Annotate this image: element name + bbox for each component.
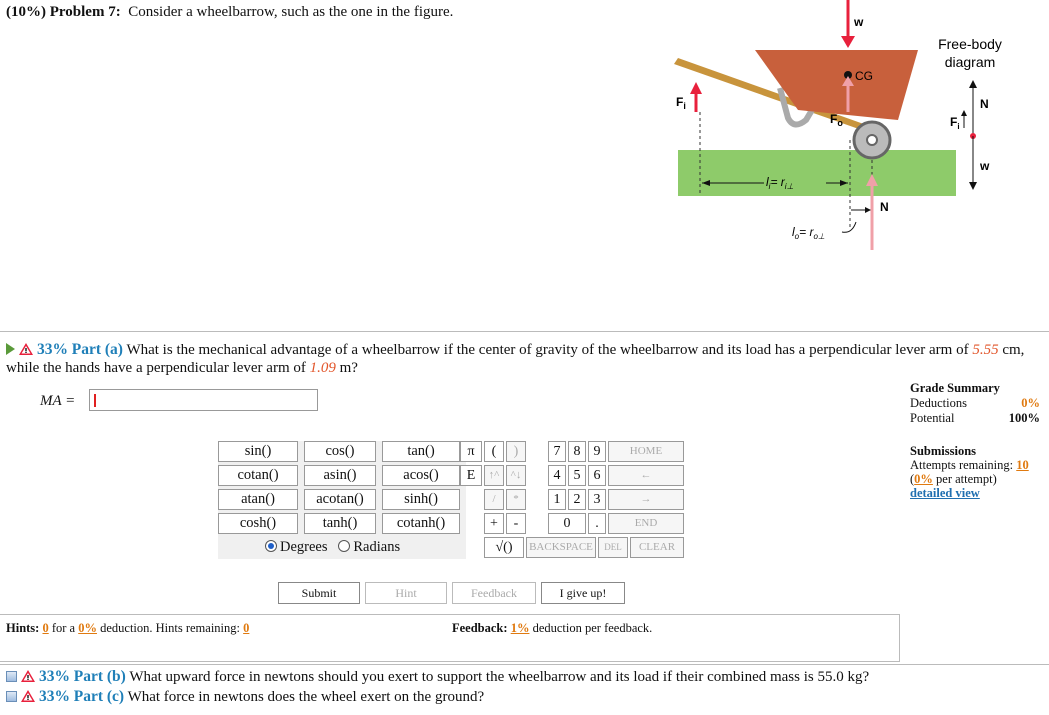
feedback-text: deduction per feedback. <box>532 621 653 635</box>
fbd-caption-line2: diagram <box>944 54 996 70</box>
hints-line <box>6 621 249 636</box>
problem-header <box>6 4 453 21</box>
tanh-button[interactable]: tanh() <box>304 513 376 534</box>
part-b-label: Part (b) <box>73 668 126 685</box>
per-attempt-value: 0% <box>914 472 933 486</box>
submissions-panel: Submissions Attempts remaining: 10 (0% per attempt) detailed view <box>910 444 1045 500</box>
deductions-label: Deductions <box>910 396 967 410</box>
part-a-val1: 5.55 <box>972 342 999 358</box>
end-key[interactable]: END <box>608 513 684 534</box>
fbd-fi-label: $F_i$ <box>950 115 960 131</box>
cotan-button[interactable]: cotan() <box>218 465 298 486</box>
problem-weight: (10%) <box>6 4 46 20</box>
fbd-caption-line1: Free-body <box>938 36 1002 52</box>
lparen-key[interactable]: ( <box>484 441 504 462</box>
part-a-text1: What is the mechanical advantage of a wheelbarrow if the center of gravity of the wheelbarrow and its load has a perpendicular lever arm of <box>126 342 969 358</box>
per-attempt-label: per attempt) <box>936 472 997 486</box>
hint-button[interactable]: Hint <box>365 582 447 604</box>
multiply-key[interactable]: * <box>506 489 526 510</box>
feedback-percent: 1% <box>510 621 530 635</box>
part-a-text3: m? <box>339 360 358 376</box>
part-c-percent: 33% <box>39 688 70 705</box>
grade-summary-title: Grade Summary <box>910 381 1000 395</box>
hints-remaining: 0 <box>243 621 250 635</box>
part-b-text: What upward force in newtons should you exert to support the wheelbarrow and its load if their combined mass is 55.0 kg? <box>129 669 870 685</box>
feedback-button[interactable]: Feedback <box>452 582 536 604</box>
fbd-n-label: N <box>980 97 989 111</box>
up-key[interactable]: ↑^ <box>484 465 504 486</box>
key-3[interactable]: 3 <box>588 489 606 510</box>
key-2[interactable]: 2 <box>568 489 586 510</box>
grade-summary <box>910 381 1040 426</box>
rparen-key[interactable]: ) <box>506 441 526 462</box>
hints-label: Hints: <box>6 621 40 635</box>
ma-label: MA = <box>40 393 76 409</box>
dot-key[interactable]: . <box>588 513 606 534</box>
part-a-percent: 33% <box>37 341 68 358</box>
part-a-val2: 1.09 <box>309 360 336 376</box>
part-c-question[interactable] <box>6 688 484 706</box>
potential-label: Potential <box>910 411 955 425</box>
minus-key[interactable]: - <box>506 513 526 534</box>
key-6[interactable]: 6 <box>588 465 606 486</box>
sinh-button[interactable]: sinh() <box>382 489 460 510</box>
sqrt-key[interactable]: √() <box>484 537 524 558</box>
potential-value: 100% <box>1008 411 1040 425</box>
submit-button[interactable]: Submit <box>278 582 360 604</box>
divider <box>0 331 1049 332</box>
feedback-line <box>452 621 652 636</box>
part-a-label: Part (a) <box>71 341 123 358</box>
cos-button[interactable]: cos() <box>304 441 376 462</box>
key-8[interactable]: 8 <box>568 441 586 462</box>
degrees-radio[interactable] <box>265 540 277 552</box>
attempts-value: 10 <box>1016 458 1029 472</box>
key-9[interactable]: 9 <box>588 441 606 462</box>
sin-button[interactable]: sin() <box>218 441 298 462</box>
lo-label: $l_o= r_{o\perp}$ <box>792 225 825 241</box>
part-c-label: Part (c) <box>73 688 125 705</box>
problem-title: Problem 7: <box>49 4 121 20</box>
backspace-key[interactable]: BACKSPACE <box>526 537 596 558</box>
right-arrow-key[interactable]: → <box>608 489 684 510</box>
wheelbarrow-figure <box>670 0 1049 265</box>
key-1[interactable]: 1 <box>548 489 566 510</box>
key-4[interactable]: 4 <box>548 465 566 486</box>
feedback-label: Feedback: <box>452 621 508 635</box>
warning-icon <box>19 343 33 355</box>
ma-input[interactable] <box>89 389 318 411</box>
warning-icon <box>21 690 35 702</box>
attempts-label: Attempts remaining: <box>910 458 1014 472</box>
atan-button[interactable]: atan() <box>218 489 298 510</box>
n-label: N <box>880 200 889 214</box>
pi-key[interactable]: π <box>460 441 482 462</box>
part-b-question[interactable] <box>6 668 869 686</box>
plus-key[interactable]: + <box>484 513 504 534</box>
w-label: w <box>854 15 864 29</box>
hints-percent: 0% <box>78 621 97 635</box>
fi-label: $F_i$ <box>676 95 686 111</box>
part-c-text: What force in newtons does the wheel exert on the ground? <box>127 689 485 705</box>
cotanh-button[interactable]: cotanh() <box>382 513 460 534</box>
asin-button[interactable]: asin() <box>304 465 376 486</box>
acos-button[interactable]: acos() <box>382 465 460 486</box>
fo-label: $F_o$ <box>830 112 843 128</box>
down-key[interactable]: ^↓ <box>506 465 526 486</box>
angle-mode <box>265 539 400 556</box>
divider-bottom <box>0 664 1049 665</box>
degrees-label: Degrees <box>280 539 328 555</box>
part-a-text2: cm, while the hands have a perpendicular lever arm of <box>6 342 1025 376</box>
divide-key[interactable]: / <box>484 489 504 510</box>
deductions-value: 0% <box>1021 396 1040 410</box>
key-5[interactable]: 5 <box>568 465 586 486</box>
key-0[interactable]: 0 <box>548 513 586 534</box>
radians-radio[interactable] <box>338 540 350 552</box>
part-b-percent: 33% <box>39 668 70 685</box>
give-up-button[interactable]: I give up! <box>541 582 625 604</box>
warning-icon <box>21 670 35 682</box>
part-a-question <box>6 341 1046 377</box>
cosh-button[interactable]: cosh() <box>218 513 298 534</box>
hints-count: 0 <box>42 621 49 635</box>
detailed-view-link[interactable]: detailed view <box>910 486 980 500</box>
submissions-title: Submissions <box>910 444 977 458</box>
tan-button[interactable]: tan() <box>382 441 460 462</box>
key-7[interactable]: 7 <box>548 441 566 462</box>
text-caret <box>94 394 96 407</box>
barrow-tray <box>755 50 918 120</box>
expand-play-icon[interactable] <box>6 343 15 355</box>
cg-label: CG <box>855 69 873 83</box>
collapse-square-icon[interactable] <box>6 691 17 702</box>
radians-label: Radians <box>353 539 401 555</box>
clear-key[interactable]: CLEAR <box>630 537 684 558</box>
e-key[interactable]: E <box>460 465 482 486</box>
hints-deduction: deduction. Hints remaining: <box>100 621 240 635</box>
fbd-w-label: w <box>980 159 990 173</box>
acotan-button[interactable]: acotan() <box>304 489 376 510</box>
li-label: $l_i= r_{i\perp}$ <box>766 175 794 191</box>
home-key[interactable]: HOME <box>608 441 684 462</box>
left-arrow-key[interactable]: ← <box>608 465 684 486</box>
problem-text: Consider a wheelbarrow, such as the one in the figure. <box>128 4 454 20</box>
del-key[interactable]: DEL <box>598 537 628 558</box>
collapse-square-icon[interactable] <box>6 671 17 682</box>
hints-for-a: for a <box>51 621 76 635</box>
